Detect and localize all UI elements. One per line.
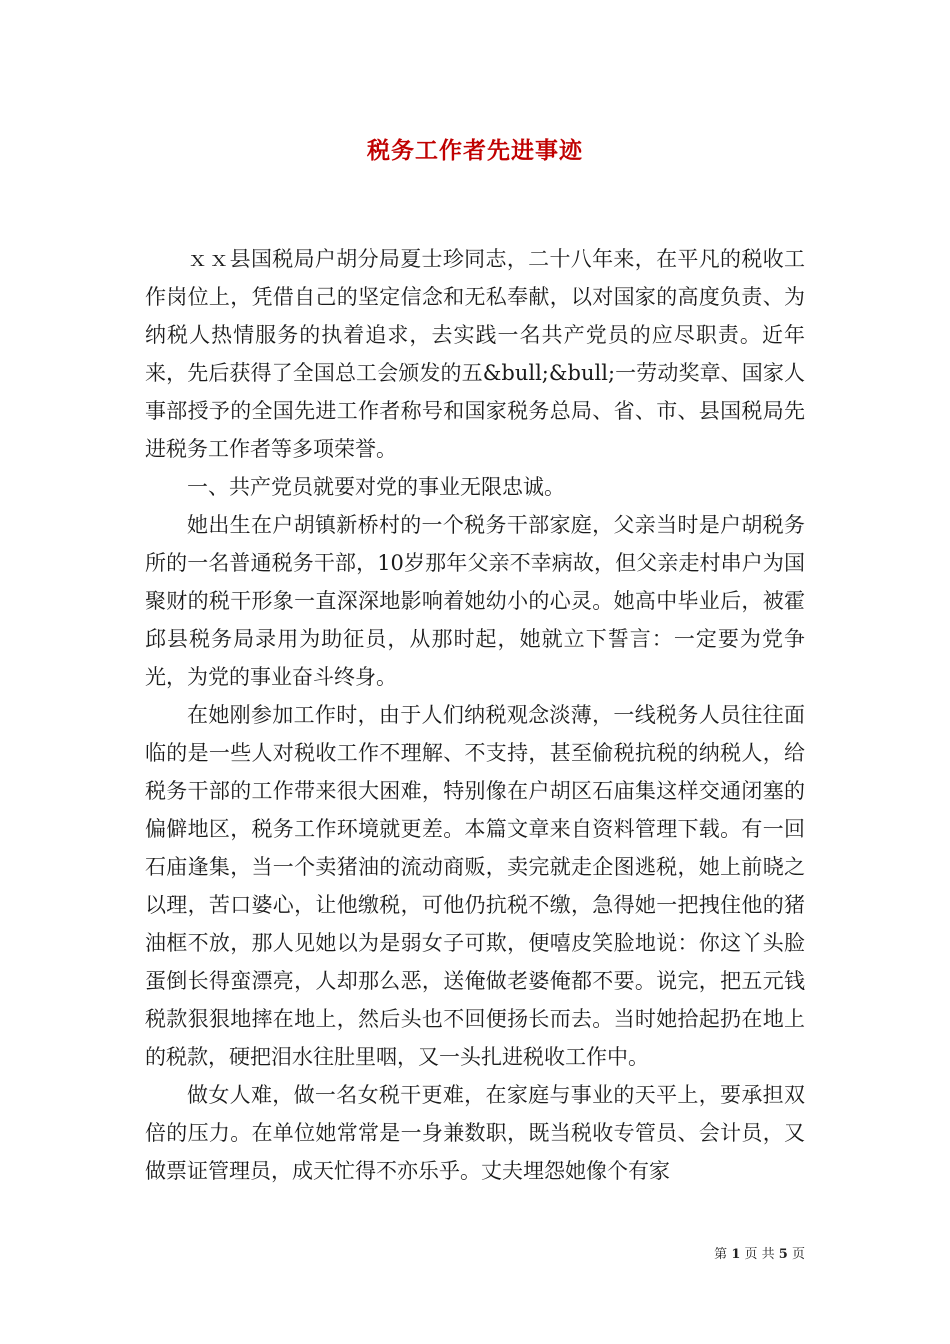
- footer-suffix: 页: [791, 1247, 805, 1262]
- paragraph-background: 她出生在户胡镇新桥村的一个税务干部家庭，父亲当时是户胡税务所的一名普通税务干部，10岁那年父亲不幸病故，但父亲走村串户为国聚财的税干形象一直深深地影响着她幼小的心灵。她高中毕业后，被霍邱县税务局录用为助征员，从那时起，她就立下誓言：一定要为党争光，为党的事业奋斗终身。: [145, 513, 805, 689]
- paragraph-family: 做女人难，做一名女税干更难，在家庭与事业的天平上，要承担双倍的压力。在单位她常常是一身兼数职，既当税收专管员、会计员，又做票证管理员，成天忙得不亦乐乎。丈夫埋怨她像个有家: [145, 1083, 805, 1183]
- footer-middle: 页 共: [744, 1247, 775, 1262]
- paragraph-early-work: 在她刚参加工作时，由于人们纳税观念淡薄，一线税务人员往往面临的是一些人对税收工作不理解、不支持，甚至偷税抗税的纳税人，给税务干部的工作带来很大困难，特别像在户胡区石庙集这样交通闭塞的偏僻地区，税务工作环境就更差。本篇文章来自资料管理下载。有一回石庙逢集，当一个卖猪油的流动商贩，卖完就走企图逃税，她上前晓之以理，苦口婆心，让他缴税，可他仍抗税不缴，急得她一把拽住他的猪油框不放，那人见她以为是弱女子可欺，便嘻皮笑脸地说：你这丫头脸蛋倒长得蛮漂亮，人却那么恶，送俺做老婆俺都不要。说完，把五元钱税款狠狠地摔在地上，然后头也不回便扬长而去。当时她拾起扔在地上的税款，硬把泪水往肚里咽，又一头扎进税收工作中。: [145, 703, 805, 1069]
- document-title: 税务工作者先进事迹: [367, 137, 583, 164]
- footer-prefix: 第: [714, 1247, 728, 1262]
- page-number-footer: [0, 1246, 805, 1264]
- document-body: [145, 240, 805, 1190]
- footer-total-pages: 5: [778, 1247, 788, 1262]
- paragraph-intro: ｘｘ县国税局户胡分局夏士珍同志，二十八年来，在平凡的税收工作岗位上，凭借自己的坚定信念和无私奉献，以对国家的高度负责、为纳税人热情服务的执着追求，去实践一名共产党员的应尽职责。近年来，先后获得了全国总工会颁发的五&bull;&bull;一劳动奖章、国家人事部授予的全国先进工作者称号和国家税务总局、省、市、县国税局先进税务工作者等多项荣誉。: [145, 247, 805, 461]
- section-heading-1: 一、共产党员就要对党的事业无限忠诚。: [187, 475, 565, 499]
- footer-current-page: 1: [731, 1247, 741, 1262]
